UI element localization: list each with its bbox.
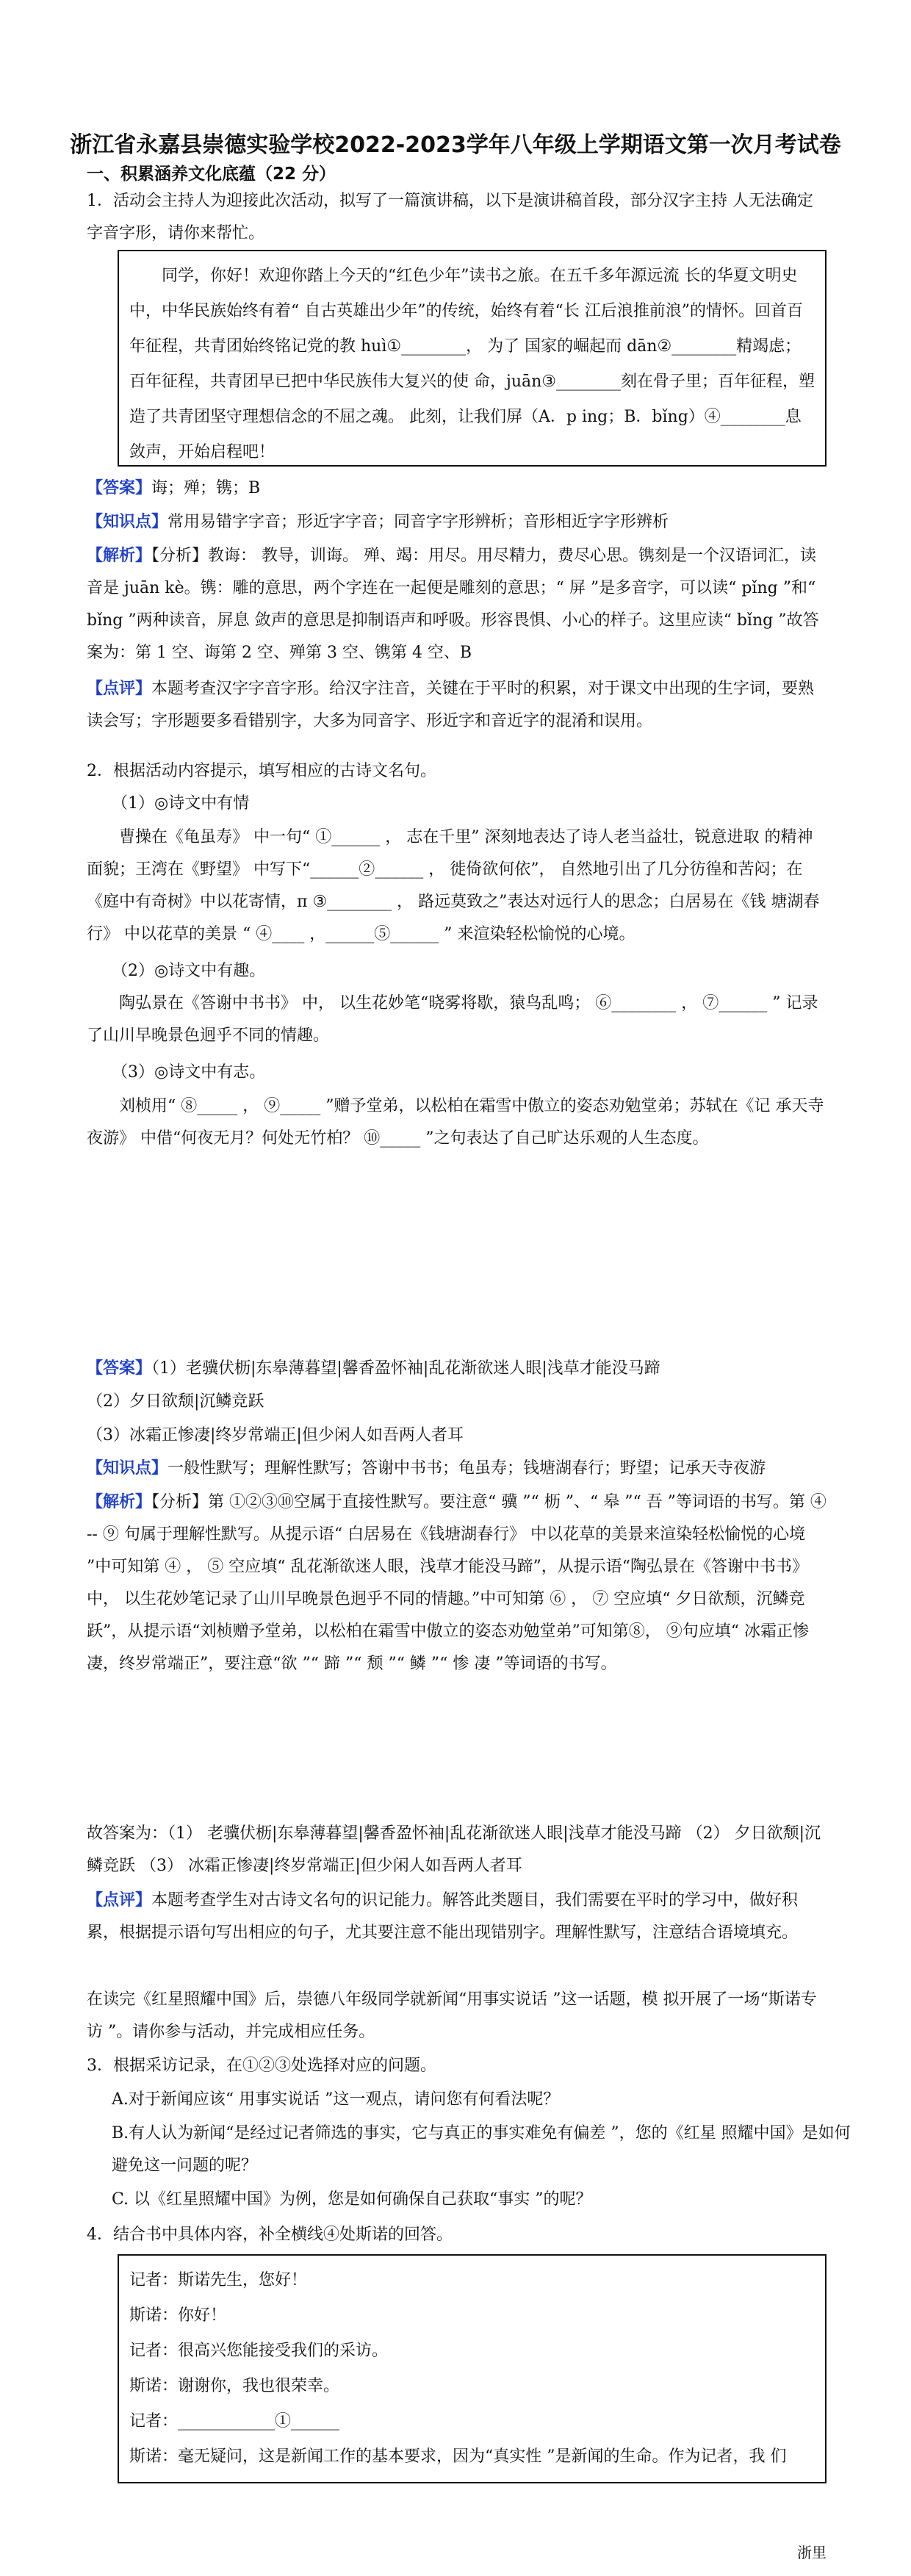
q2-answer [87,1352,829,1385]
interview-line: 斯诺：毫无疑问，这是新闻工作的基本要求，因为“真实性 ”是新闻的生命。作为记者，我 们 [129,2447,787,2466]
q1-comment [87,672,829,738]
q2-sub3-text: 刘桢用“ ⑧_____ ， ⑨_____ ”赠予堂弟，以松柏在霜雪中傲立的姿态劝勉堂弟；苏轼在《记 承天寺夜游》 中借“何夜无月？何处无竹柏？ ⑩_____ ”之句表达了自己旷达乐观的人生态度。 [87,1097,824,1148]
comment-text: 本题考查汉字字音字形。给汉字注音，关键在于平时的积累，对于课文中出现的生字词，要熟读会写；字形题要多看错别字，大多为同音字、形近字和音近字的混淆和误用。 [87,680,815,730]
interview-line: 记者：斯诺先生，您好！ [129,2271,308,2289]
page-footer: 浙里 [797,2544,827,2561]
interview-line: 记者：____________①______ [129,2412,340,2431]
q2-knowledge-point [87,1452,829,1485]
activity-intro: 在读完《红星照耀中国》后，崇德八年级同学就新闻“用事实说话 ”这一话题，模 拟开展了一场“斯诺专访 ”。请你参与活动，并完成相应任务。 [87,1990,817,2041]
page-title: 浙江省永嘉县崇德实验学校2022-2023学年八年级上学期语文第一次月考试卷 [70,132,841,158]
q2-analysis [87,1486,829,1680]
comment-label: 【点评】 [87,1890,152,1910]
q2-comment [87,1884,829,1949]
q1-knowledge-point [87,506,829,539]
analysis-label: 【解析】 [87,546,152,565]
q2-sub1-title: （1）◎诗文中有情 [112,794,250,813]
interview-line: 斯诺：你好！ [129,2306,227,2325]
q3-option-c: C. 以《红星照耀中国》为例，您是如何确保自己获取“事实 ”的呢？ [112,2190,592,2209]
kp-text: 常用易错字字音；形近字字音；同音字字形辨析；音形相近字字形辨析 [168,513,669,531]
q2-sub2-text: 陶弘景在《答谢中书书》 中， 以生花妙笔“晓雾将歇，猿鸟乱鸣； ⑥________ ， ⑦______ ” 记录了山川早晚景色迥乎不同的情趣。 [87,994,818,1045]
kp-text: 一般性默写；理解性默写；答谢中书书；龟虽寿；钱塘湖春行；野望；记承天寺夜游 [168,1459,766,1478]
answer-label: 【答案】 [87,478,152,497]
q2-sub1-text: 曹操在《龟虽寿》 中一句“ ①______ ， 志在千里” 深刻地表达了诗人老当益壮，锐意进取 的精神面貌；王湾在《野望》 中写下“______②______ ， 徙倚欲何依”， 自然地引出了几分彷徨和苦闷；在《庭中有奇树》中以花寄情，π ③________ ， 路远莫致之”表达对远行人的思念；白居易在《钱 塘湖春行》 中以花草的美景 “ ④____ ，______⑤______ ” 来渲染轻松愉悦的心境。 [87,828,820,943]
q2-prompt: 2．根据活动内容提示，填写相应的古诗文名句。 [87,762,436,780]
answer-text-1: （1）老骥伏枥|东皋薄暮望|馨香盈怀袖|乱花渐欲迷人眼|浅草才能没马蹄 [151,1359,660,1378]
analysis-label: 【解析】 [87,1492,152,1511]
q1-passage: 同学，你好！欢迎你踏上今天的“红色少年”读书之旅。在五千多年源远流 长的华夏文明史中，中华民族始终有着“ 自古英雄出少年”的传统，始终有着“长 江后浪推前浪”的情怀。回首百年征程，共青团始终铭记党的教 huì①________， 为了 国家的崛起而 dān②________精竭虑；百年征程，共青团早已把中华民族伟大复兴的使 命，juān③________刻在骨子里；百年征程，塑造了共青团坚守理想信念的不屈之魂。 此刻，让我们屏（A．p ing；B．bǐng）④________息敛声，开始启程吧！ [129,267,815,461]
q4-prompt: 4．结合书中具体内容，补全横线④处斯诺的回答。 [87,2226,453,2244]
kp-label: 【知识点】 [87,1458,168,1478]
section-heading: 一、积累涵养文化底蕴（22 分） [87,165,336,184]
q3-prompt: 3．根据采访记录，在①②③处选择对应的问题。 [87,2057,436,2075]
answer-label: 【答案】 [87,1359,152,1378]
q1-prompt: 1．活动会主持人为迎接此次活动，拟写了一篇演讲稿，以下是演讲稿首段，部分汉字主持 人无法确定字音字形，请你来帮忙。 [87,192,813,242]
q2-sub2-title: （2）◎诗文中有趣。 [112,962,266,980]
comment-label: 【点评】 [87,679,152,698]
q1-passage-box [118,250,827,467]
q2-summary: 故答案为：（1） 老骥伏枥|东皋薄暮望|馨香盈怀袖|乱花渐欲迷人眼|浅草才能没马蹄 （2） 夕日欲颓|沉鳞竞跃 （3） 冰霜正惨凄|终岁常端正|但少闲人如吾两人者耳 [87,1824,821,1875]
q2-answer-2: （2）夕日欲颓|沉鳞竞跃 [87,1392,264,1411]
interview-line: 斯诺：谢谢你，我也很荣幸。 [129,2377,340,2395]
q1-answer [87,472,829,505]
q3-option-a: A.对于新闻应该“ 用事实说话 ”这一观点，请问您有何看法呢？ [112,2090,560,2109]
analysis-text: 【分析】第 ①②③⑩空属于直接性默写。要注意“ 骥 ”“ 枥 ”、“ 皋 ”“ 吾 ”等词语的书写。第 ④ -- ⑨ 句属于理解性默写。从提示语“ 白居易在《钱塘湖春行》 中以花草的美景来渲染轻松愉悦的心境 ”中可知第 ④ ， ⑤ 空应填“ 乱花渐欲迷人眼，浅草才能没马蹄”，从提示语“陶弘景在《答谢中书书》 中， 以生花妙笔记录了山川早晚景色迥乎不同的情趣。”中可知第 ⑥ ， ⑦ 空应填“ 夕日欲颓，沉鳞竞跃”，从提示语“刘桢赠予堂弟，以松柏在霜雪中傲立的姿态劝勉堂弟”可知第⑧， ⑨句应填“ 冰霜正惨凄，终岁常端正”，要注意“欲 ”“ 蹄 ”“ 颓 ”“ 鳞 ”“ 惨 凄 ”等词语的书写。 [87,1493,827,1673]
analysis-text: 【分析】教诲： 教导，训诲。 殚、竭：用尽。用尽精力，费尽心思。镌刻是一个汉语词汇，读音是 juān kè。镌：雕的意思，两个字连在一起便是雕刻的意思；“ 屏 ”是多音字，可以读“ pǐng ”和“ bǐng ”两种读音，屏息 敛声的意思是抑制语声和呼吸。形容畏惧、小心的样子。这里应读“ bǐng ”故答案为：第 1 空、诲第 2 空、殚第 3 空、镌第 4 空、B [87,547,819,662]
kp-label: 【知识点】 [87,512,168,531]
q2-answer-3: （3）冰霜正惨凄|终岁常端正|但少闲人如吾两人者耳 [87,1426,464,1444]
q1-analysis [87,539,829,669]
q2-sub3-title: （3）◎诗文中有志。 [112,1063,266,1082]
q4-interview-box [118,2254,827,2483]
q3-option-b: B.有人认为新闻“是经过记者筛选的事实，它与真正的事实难免有偏差 ”，您的《红星 照耀中国》是如何避免这一问题的呢？ [112,2124,851,2175]
interview-line: 记者：很高兴您能接受我们的采访。 [129,2342,389,2360]
comment-text: 本题考查学生对古诗文名句的识记能力。解答此类题目，我们需要在平时的学习中，做好积累，根据提示语句写出相应的句子，尤其要注意不能出现错别字。理解性默写，注意结合语境填充。 [87,1891,799,1942]
answer-text: 诲；殚；镌；B [151,479,261,497]
